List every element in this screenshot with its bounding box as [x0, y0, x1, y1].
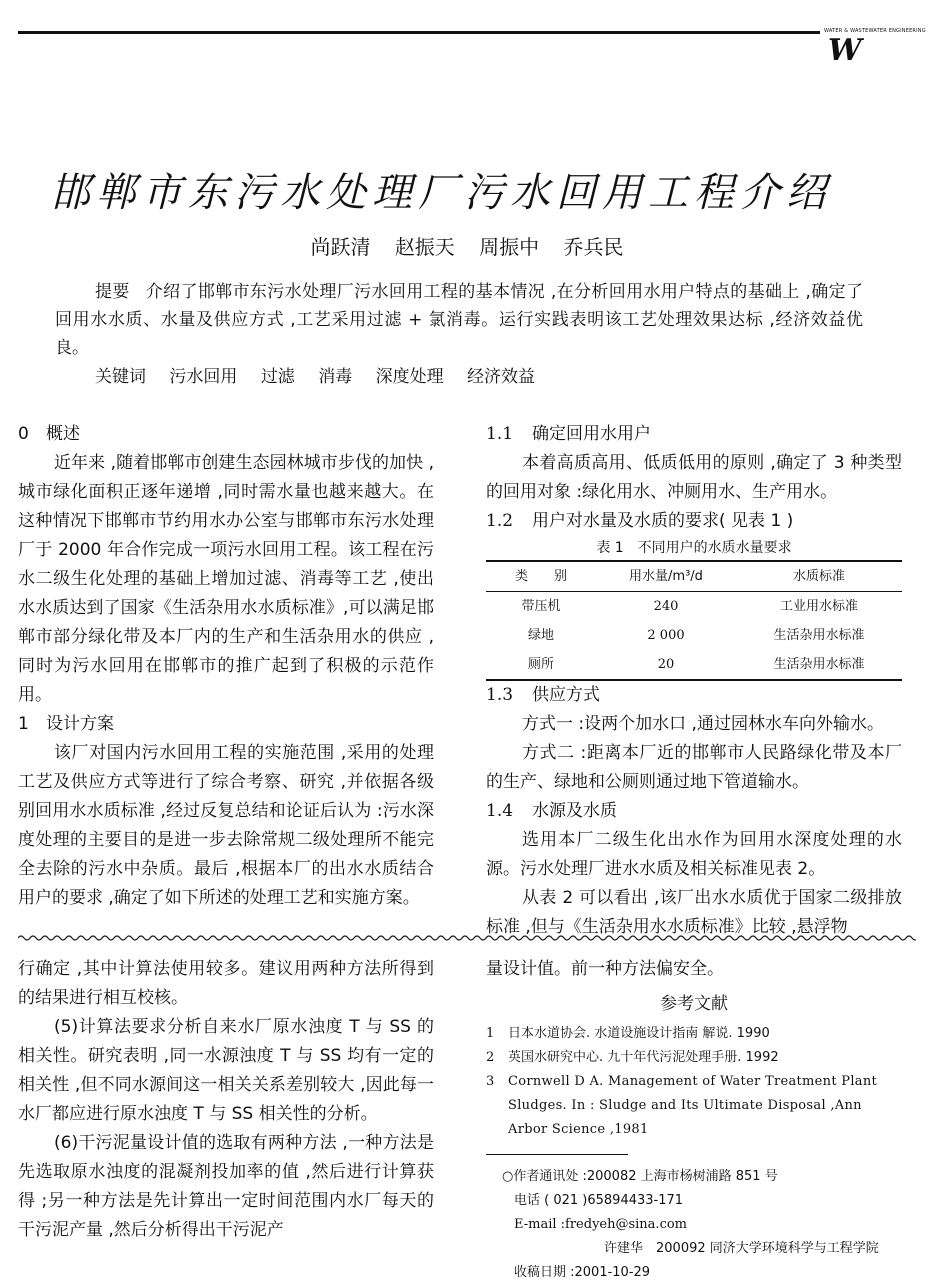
author: 尚跃清 [310, 235, 371, 259]
section-heading: 1 设计方案 [18, 714, 114, 734]
editor-line: 许建华 200092 同济大学环境科学与工程学院 [604, 1241, 879, 1256]
reference-item: 1 日本水道协会. 水道设施设计指南 解说. 1990 [486, 1026, 770, 1041]
paragraph: 方式二 :距离本厂近的邯郸市人民路绿化带及本厂的生产、绿地和公厕则通过地下管道输水。 [486, 743, 902, 792]
keywords-label: 关键词 [95, 367, 146, 387]
keyword: 污水回用 [169, 367, 238, 387]
table-header: 水质标准 [792, 569, 845, 584]
journal-logo [822, 28, 926, 68]
author: 周振中 [479, 235, 540, 259]
author: 乔兵民 [563, 235, 624, 259]
keyword: 消毒 [318, 367, 353, 387]
water-demand-table [486, 560, 902, 681]
article-title: 邯郸市东污水处理厂污水回用工程介绍 [50, 170, 832, 216]
table-header: 用水量/m³/d [629, 569, 703, 584]
paragraph: (5)计算法要求分析自来水厂原水浊度 T 与 SS 的相关性。研究表明 ,同一水源浊度 T 与 SS 均有一定的相关性 ,但不同水源间这一相关关系差别较大 ,因此每一水厂都应进行原水浊度 T 与 SS 相关性的分析。 [18, 1017, 434, 1124]
table-caption: 表 1 不同用户的水质水量要求 [596, 540, 792, 556]
subsection-heading: 1.4 水源及水质 [486, 801, 617, 821]
contact-email: E-mail :fredyeh@sina.com [514, 1217, 687, 1232]
paragraph: 选用本厂二级生化出水作为回用水深度处理的水源。污水处理厂进水水质及相关标准见表 2。 [486, 830, 902, 879]
paragraph: 行确定 ,其中计算法使用较多。建议用两种方法所得到的结果进行相互校核。 [18, 959, 434, 1008]
table-row: 绿地 2 000 生活杂用水标准 [527, 628, 865, 643]
right-column-bottom [486, 955, 902, 1285]
reference-item: 2 英国水研究中心. 九十年代污泥处理手册. 1992 [486, 1050, 779, 1065]
paragraph: 从表 2 可以看出 ,该厂出水水质优于国家二级排放标准 ,但与《生活杂用水水质标准》比较 ,悬浮物 [486, 888, 902, 937]
subsection-heading: 1.2 用户对水量及水质的要求( 见表 1 ) [486, 511, 794, 531]
contact-phone: 电话 ( 021 )65894433-171 [514, 1193, 684, 1208]
subsection-heading: 1.1 确定回用水用户 [486, 424, 651, 444]
contact-address: ○作者通讯处 :200082 上海市杨树浦路 851 号 [502, 1169, 778, 1184]
table-header: 类 别 [514, 569, 567, 584]
paragraph: (6)干污泥量设计值的选取有两种方法 ,一种方法是先选取原水浊度的混凝剂投加率的值 ,然后进行计算获得 ;另一种方法是先计算出一定时间范围内水厂每天的干污泥产量 ,然后分析得出干污泥产 [18, 1133, 434, 1240]
paragraph: 近年来 ,随着邯郸市创建生态园林城市步伐的加快 ,城市绿化面积正逐年递增 ,同时需水量也越来越大。在这种情况下邯郸市节约用水办公室与邯郸市东污水处理厂于 2000 年合作完成一项污水回用工程。该工程在污水二级生化处理的基础上增加过滤、消毒等工艺 ,使出水水质达到了国家《生活杂用水水质标准》,可以满足邯郸市部分绿化带及本厂内的生产和生活杂用水的供应 ,同时为污水回用在邯郸市的推广起到了积极的示范作用。 [18, 453, 434, 705]
paragraph: 量设计值。前一种方法偏安全。 [486, 959, 724, 979]
references-list [486, 1022, 902, 1142]
received-date: 收稿日期 :2001-10-29 [514, 1265, 651, 1280]
paragraph: 方式一 :设两个加水口 ,通过园林水车向外输水。 [522, 714, 884, 734]
section-heading: 0 概述 [18, 424, 80, 444]
table-row: 厕所 20 生活杂用水标准 [486, 650, 902, 680]
right-column-top [486, 420, 902, 942]
paragraph: 该厂对国内污水回用工程的实施范围 ,采用的处理工艺及供应方式等进行了综合考察、研究 ,并依据各级别回用水水质标准 ,经过反复总结和论证后认为 :污水深度处理的主要目的是进一步去除常规二级处理所不能完全去除的污水中杂质。最后 ,根据本厂的出水水质结合用户的要求 ,确定了如下所述的处理工艺和实施方案。 [18, 743, 434, 908]
keyword: 过滤 [260, 367, 295, 387]
reference-item: 3 Cornwell D A. Management of Water Treatment Plant Sludges. In : Sludge and Its Ultimate Disposal ,Ann Arbor Science ,1981 [486, 1074, 878, 1137]
abstract [55, 278, 863, 362]
footnote-rule [486, 1154, 628, 1155]
wavy-divider [18, 933, 916, 943]
author-contact [486, 1165, 902, 1285]
keyword: 经济效益 [467, 367, 536, 387]
left-column-top [18, 420, 434, 913]
abstract-label: 提要 [95, 282, 130, 302]
author: 赵振天 [394, 235, 455, 259]
references-heading: 参考文献 [660, 994, 728, 1014]
header-rule [18, 31, 820, 34]
table-row: 带压机 240 工业用水标准 [521, 599, 858, 614]
abstract-text: 介绍了邯郸市东污水处理厂污水回用工程的基本情况 ,在分析回用水用户特点的基础上 ,确定了回用水水质、水量及供应方式 ,工艺采用过滤 + 氯消毒。运行实践表明该工艺处理效果达标 ,经济效益优良。 [55, 282, 863, 358]
keyword: 深度处理 [375, 367, 444, 387]
keywords [95, 363, 553, 391]
logo-mark: W [828, 33, 853, 68]
subsection-heading: 1.3 供应方式 [486, 685, 600, 705]
left-column-bottom [18, 955, 434, 1245]
paragraph: 本着高质高用、低质低用的原则 ,确定了 3 种类型的回用对象 :绿化用水、冲厕用水、生产用水。 [486, 453, 902, 502]
authors [0, 232, 934, 262]
logo-text: WATER & WASTEWATER ENGINEERING [824, 28, 926, 34]
